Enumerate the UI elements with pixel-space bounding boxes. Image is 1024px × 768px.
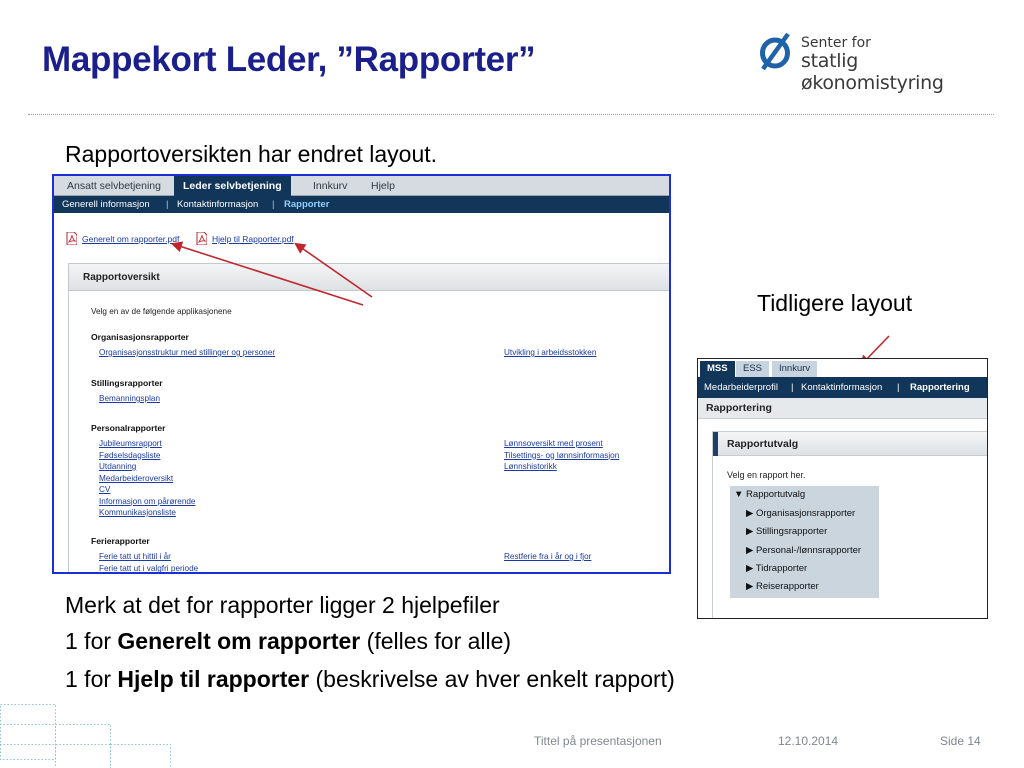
- tab-innkurv[interactable]: Innkurv: [313, 180, 348, 192]
- breadcrumb-label: Rapportering: [706, 402, 772, 414]
- body-line-3: [65, 666, 675, 693]
- tab-leder[interactable]: Leder selvbetjening: [174, 176, 291, 196]
- tab-hjelp[interactable]: Hjelp: [371, 180, 395, 192]
- tab-ess[interactable]: ESS: [736, 361, 769, 377]
- tab-ansatt[interactable]: Ansatt selvbetjening: [67, 180, 161, 192]
- nav-separator: |: [791, 382, 794, 393]
- section-heading-ferie: Ferierapporter: [91, 536, 150, 546]
- report-tree: [730, 486, 879, 598]
- subnav-kontakt[interactable]: Kontaktinformasjon: [177, 199, 259, 210]
- report-link[interactable]: Informasjon om pårørende: [99, 496, 196, 506]
- tree-item[interactable]: [746, 563, 807, 574]
- pdf-icon: [196, 232, 207, 245]
- tree-item[interactable]: [746, 545, 861, 556]
- previous-layout-label: Tidligere layout: [757, 290, 913, 316]
- triangle-right-icon: ▶: [746, 581, 754, 592]
- breadcrumb: [698, 398, 987, 419]
- report-link[interactable]: CV: [99, 485, 111, 494]
- panel-header: [713, 432, 988, 456]
- triangle-down-icon: ▼: [734, 489, 744, 500]
- body-line-3-prefix: 1 for: [65, 666, 118, 692]
- body-line-3-bold: Hjelp til rapporter: [117, 666, 310, 692]
- report-link[interactable]: Utdanning: [99, 462, 137, 471]
- logo-line1: Senter for: [801, 35, 871, 51]
- decorative-squares: [0, 700, 180, 768]
- nav-medarbeiderprofil[interactable]: Medarbeiderprofil: [704, 382, 778, 393]
- title-separator: [28, 114, 994, 115]
- triangle-right-icon: ▶: [746, 545, 754, 556]
- report-link[interactable]: Tilsettings- og lønnsinformasjon: [504, 450, 620, 460]
- report-link[interactable]: Utvikling i arbeidsstokken: [504, 348, 597, 357]
- nav-separator: |: [897, 382, 900, 393]
- section-heading-personal: Personalrapporter: [91, 423, 166, 433]
- old-layout-tabs: [698, 359, 987, 377]
- subnav-rapporter[interactable]: Rapporter: [284, 199, 330, 210]
- panel-header: [69, 264, 671, 291]
- new-layout-subnav: [54, 196, 669, 213]
- help-link-hjelp[interactable]: Hjelp til Rapporter.pdf: [212, 234, 294, 244]
- logo-icon: [758, 32, 794, 70]
- report-link[interactable]: Lønnshistorikk: [504, 462, 557, 471]
- body-line-2-suffix: (felles for alle): [360, 628, 512, 654]
- report-link[interactable]: Ferie tatt ut hittil i år: [99, 552, 171, 561]
- report-link[interactable]: Lønnsoversikt med prosent: [504, 439, 603, 448]
- footer-date: 12.10.2014: [778, 734, 839, 748]
- triangle-right-icon: ▶: [746, 563, 754, 574]
- report-link[interactable]: Fødselsdagsliste: [99, 450, 161, 460]
- old-layout-screenshot: [697, 358, 988, 619]
- section-heading-org: Organisasjonsrapporter: [91, 332, 189, 342]
- subnav-separator: |: [166, 199, 169, 210]
- triangle-right-icon: ▶: [746, 508, 754, 519]
- tab-mss[interactable]: MSS: [700, 361, 735, 377]
- new-layout-screenshot: [52, 174, 671, 574]
- tree-item-label: Tidrapporter: [755, 563, 808, 574]
- footer-page-number: Side 14: [940, 734, 981, 748]
- report-link[interactable]: Jubileumsrapport: [99, 439, 162, 448]
- report-link[interactable]: Medarbeideroversikt: [99, 473, 174, 483]
- help-link-generelt[interactable]: Generelt om rapporter.pdf: [82, 234, 180, 244]
- report-link[interactable]: Organisasjonsstruktur med stillinger og personer: [99, 348, 276, 357]
- slide-title: Mappekort Leder, ”Rapporter”: [42, 40, 536, 79]
- nav-kontakt[interactable]: Kontaktinformasjon: [801, 382, 883, 393]
- tree-item-label: Stillingsrapporter: [755, 526, 828, 537]
- section-heading-stilling: Stillingsrapporter: [91, 378, 163, 388]
- logo: [758, 30, 1003, 94]
- footer-presentation-title: Tittel på presentasjonen: [534, 734, 662, 748]
- tree-root-label: Rapportutvalg: [746, 489, 806, 500]
- report-link[interactable]: Restferie fra i år og i fjor: [504, 552, 592, 561]
- report-link[interactable]: Ferie tatt ut i valgfri periode: [99, 563, 199, 573]
- new-layout-tabs: [54, 176, 669, 196]
- old-layout-nav: [698, 377, 987, 398]
- triangle-right-icon: ▶: [746, 526, 754, 537]
- report-link[interactable]: Kommunikasjonsliste: [99, 508, 176, 517]
- panel-intro: Velg en av de følgende applikasjonene: [91, 307, 232, 316]
- tree-root[interactable]: [734, 489, 805, 500]
- tree-item[interactable]: [746, 526, 827, 537]
- panel-title: Rapportoversikt: [83, 272, 160, 283]
- tab-innkurv[interactable]: Innkurv: [772, 361, 817, 377]
- body-line-3-suffix: (beskrivelse av hver enkelt rapport): [309, 666, 675, 692]
- pdf-icon: [66, 232, 77, 245]
- nav-rapportering[interactable]: Rapportering: [910, 382, 970, 393]
- report-overview-panel: [68, 263, 671, 574]
- body-line-1: Merk at det for rapporter ligger 2 hjelpefiler: [65, 592, 500, 618]
- tree-item-label: Personal-/lønnsrapporter: [755, 545, 862, 556]
- panel-intro: Velg en rapport her.: [727, 470, 806, 480]
- subnav-separator: |: [272, 199, 275, 210]
- tree-item[interactable]: [746, 508, 855, 519]
- tree-item[interactable]: [746, 581, 819, 592]
- tree-item-label: Reiserapporter: [755, 581, 819, 592]
- subheading: Rapportoversikten har endret layout.: [65, 141, 438, 167]
- tree-item-label: Organisasjonsrapporter: [755, 508, 856, 519]
- body-line-2-prefix: 1 for: [65, 628, 118, 654]
- body-line-2-bold: Generelt om rapporter: [117, 628, 361, 654]
- panel-title: Rapportutvalg: [727, 438, 799, 450]
- report-link[interactable]: Bemanningsplan: [99, 394, 160, 403]
- panel-accent-bar: [713, 432, 718, 456]
- body-line-2: [65, 628, 511, 655]
- logo-line2: statlig økonomistyring: [801, 50, 944, 94]
- subnav-generell[interactable]: Generell informasjon: [62, 199, 150, 210]
